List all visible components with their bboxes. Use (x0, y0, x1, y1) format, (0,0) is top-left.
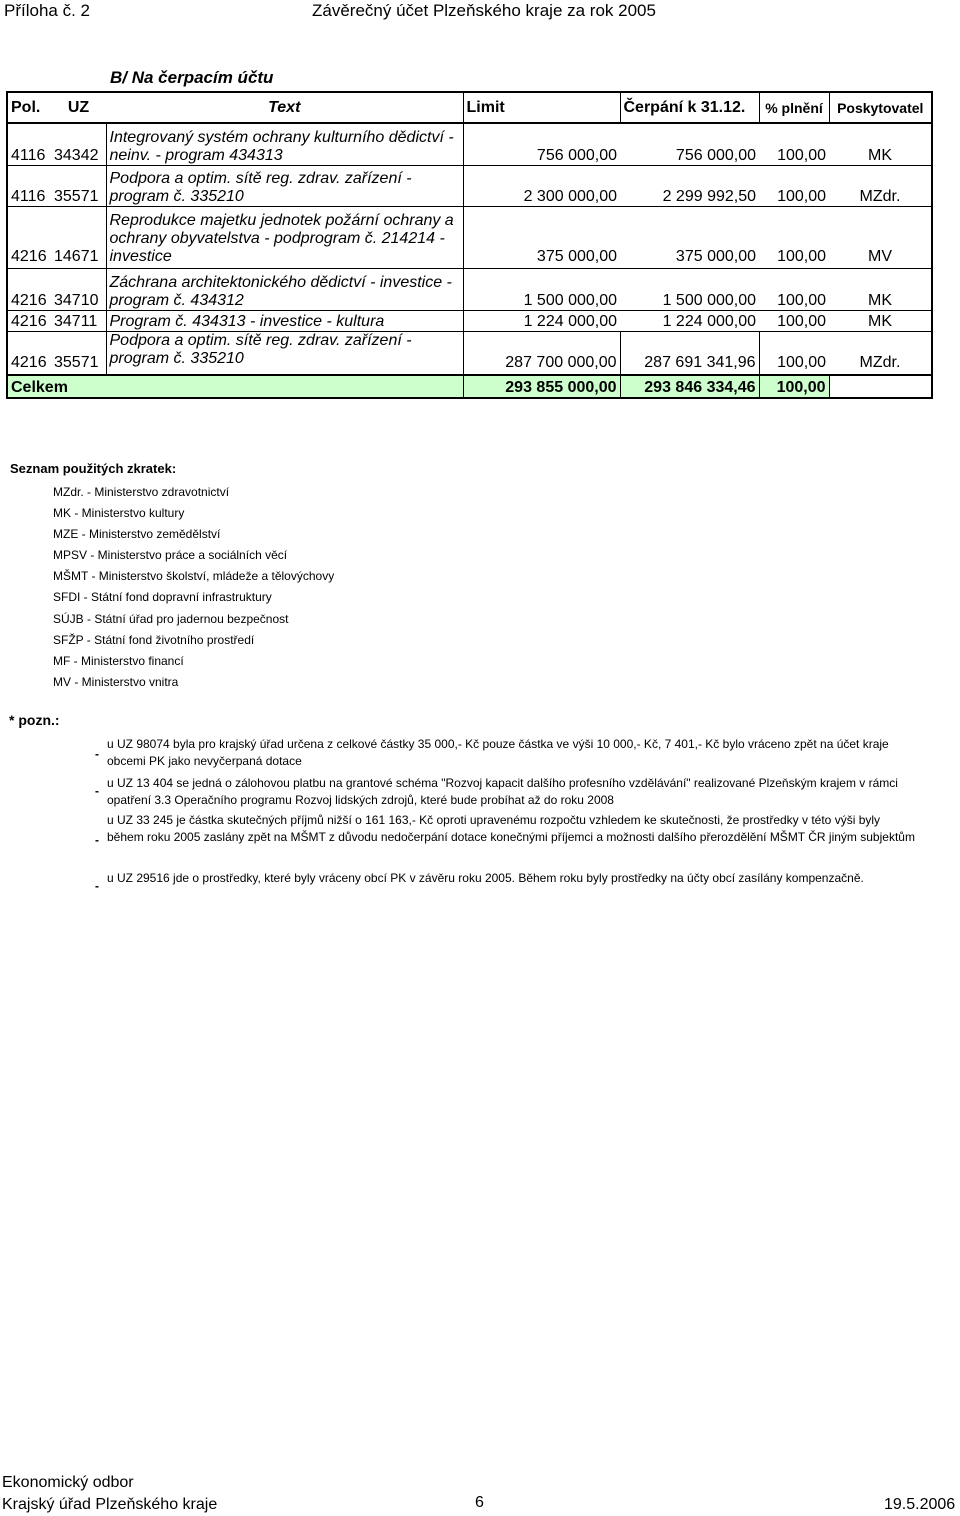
note-text: u UZ 33 245 je částka skutečných příjmů nižší o 161 163,- Kč oproti upravenému rozpočtu vzhledem ke skutečnosti, že prostředky v této výši byly během roku 2005 zaslány zpět na MŠMT z důvodu nedočerpání dotace konečnými příjemci a možnosti dalšího přerozdělění MŠMT ČR jiným subjektům (107, 813, 915, 844)
note-text: u UZ 29516 jde o prostředky, které byly vráceny obcí PK v závěru roku 2005. Během roku byly prostředky na účty obcí zasílány kompenzačně. (107, 871, 864, 885)
cell-limit: 756 000,00 (536, 146, 617, 164)
cell-pol: 4216 (7, 268, 51, 310)
note-dash: - (95, 879, 99, 893)
cell-uz: 14671 (51, 206, 106, 268)
cell-cerpani: 287 691 341,96 (620, 331, 759, 375)
cell-plneni: 100,00 (759, 310, 829, 331)
cell-pol: 4216 (7, 310, 51, 331)
cell-cerpani: 1 500 000,00 (620, 268, 759, 310)
note-dash: - (95, 784, 99, 798)
total-row (7, 375, 932, 398)
col-header-limit: Limit (463, 92, 620, 123)
col-header-plneni: % plnění (759, 92, 829, 123)
col-header-poskytovatel: Poskytovatel (829, 92, 932, 123)
abbreviations-list (53, 482, 334, 693)
total-empty (829, 375, 932, 398)
note-item (95, 736, 915, 770)
note-text: u UZ 13 404 se jedná o zálohovou platbu na grantové schéma "Rozvoj kapacit dalšího profesního vzdělávání" realizované Plzeňským krajem v rámci opatření 3.3 Operačního programu Rozvoj lidských zdrojů, které bude probíhat až do roku 2008 (107, 776, 898, 807)
table-row (7, 268, 932, 310)
table-row (7, 331, 932, 375)
section-title: B/ Na čerpacím účtu (110, 68, 274, 87)
col-header-text: Text (106, 92, 463, 123)
cell-text: Integrovaný systém ochrany kulturního dědictví - neinv. - program 434313 (106, 123, 463, 165)
cell-text: Podpora a optim. sítě reg. zdrav. zařízení - program č. 335210 (106, 165, 463, 206)
cell-cerpani: 1 224 000,00 (620, 310, 759, 331)
total-limit: 293 855 000,00 (463, 375, 620, 398)
cell-uz: 35571 (51, 331, 106, 375)
abbreviation-item: SFŽP - Státní fond životního prostředí (53, 632, 255, 647)
note-dash: - (95, 833, 99, 847)
abbreviation-item: MF - Ministerstvo financí (53, 653, 184, 668)
cell-poskytovatel: MZdr. (829, 331, 932, 375)
abbreviation-item: MK - Ministerstvo kultury (53, 506, 185, 521)
cell-plneni: 100,00 (759, 331, 829, 375)
abbreviations-title: Seznam použitých zkratek: (10, 461, 177, 476)
col-header-uz: UZ (51, 92, 106, 123)
abbreviation-item: SÚJB - Státní úřad pro jadernou bezpečnost (53, 611, 289, 626)
cell-limit: 375 000,00 (463, 206, 620, 268)
notes-label: * pozn.: (9, 712, 60, 728)
abbreviation-item: MŠMT - Ministerstvo školství, mládeže a tělovýchovy (53, 569, 335, 584)
abbreviation-item: MPSV - Ministerstvo práce a sociálních věcí (53, 548, 288, 563)
abbreviation-item: MZE - Ministerstvo zemědělství (53, 527, 221, 542)
footer-date: 19.5.2006 (884, 1496, 956, 1513)
cell-pol: 4216 (7, 206, 51, 268)
cell-limit: 1 224 000,00 (463, 310, 620, 331)
table-header-row (7, 92, 932, 123)
page-number: 6 (475, 1494, 484, 1511)
col-header-pol: Pol. (7, 92, 51, 123)
budget-table (6, 91, 933, 399)
cell-poskytovatel: MK (829, 310, 932, 331)
total-plneni: 100,00 (759, 375, 829, 398)
note-text: u UZ 98074 byla pro krajský úřad určena z celkové částky 35 000,- Kč pouze částka ve výši 10 000,- Kč, 7 401,- Kč bylo vráceno zpět na účet kraje obcemi PK jako nevyčerpaná dotace (107, 737, 889, 768)
cell-plneni: 100,00 (759, 165, 829, 206)
cell-text: Podpora a optim. sítě reg. zdrav. zařízení - program č. 335210 (106, 331, 463, 375)
table-row (7, 165, 932, 206)
cell-pol: 4116 (11, 146, 46, 164)
table-row (7, 310, 932, 331)
cell-plneni: 100,00 (759, 206, 829, 268)
cell-pol: 4216 (7, 331, 51, 375)
cell-text: Záchrana architektonického dědictví - investice - program č. 434312 (106, 268, 463, 310)
header-left: Příloha č. 2 (4, 1, 90, 20)
cell-pol: 4116 (7, 165, 51, 206)
cell-limit: 2 300 000,00 (463, 165, 620, 206)
table-row (7, 206, 932, 268)
cell-text: Reprodukce majetku jednotek požární ochrany a ochrany obyvatelstva - podprogram č. 214214 - investice (106, 206, 463, 268)
cell-plneni: 100,00 (759, 268, 829, 310)
cell-poskytovatel: MV (829, 206, 932, 268)
cell-cerpani: 756 000,00 (675, 146, 756, 164)
cell-limit: 287 700 000,00 (463, 331, 620, 375)
cell-cerpani: 375 000,00 (620, 206, 759, 268)
abbreviation-item: SFDI - Státní fond dopravní infrastruktury (53, 590, 272, 605)
cell-poskytovatel: MK (829, 268, 932, 310)
cell-text: Program č. 434313 - investice - kultura (106, 310, 463, 331)
cell-uz: 35571 (51, 165, 106, 206)
cell-poskytovatel: MZdr. (829, 165, 932, 206)
total-cerpani: 293 846 334,46 (620, 375, 759, 398)
note-item (95, 870, 915, 893)
abbreviation-item: MV - Ministerstvo vnitra (53, 674, 179, 689)
note-dash: - (95, 747, 99, 761)
cell-plneni: 100,00 (777, 146, 826, 164)
cell-uz: 34342 (51, 123, 106, 165)
cell-cerpani: 2 299 992,50 (620, 165, 759, 206)
total-label: Celkem (7, 375, 463, 398)
cell-uz: 34711 (51, 310, 106, 331)
note-item (95, 775, 915, 809)
cell-poskytovatel: MK (868, 146, 892, 164)
footer-department: Ekonomický odbor (2, 1474, 134, 1491)
header-title: Závěrečný účet Plzeňského kraje za rok 2005 (312, 1, 656, 20)
abbreviation-item: MZdr. - Ministerstvo zdravotnictví (53, 485, 230, 499)
note-item (95, 812, 915, 846)
table-row (7, 123, 932, 165)
footer-office: Krajský úřad Plzeňského kraje (2, 1496, 218, 1513)
col-header-cerpani: Čerpání k 31.12. (620, 92, 759, 123)
cell-uz: 34710 (51, 268, 106, 310)
cell-limit: 1 500 000,00 (463, 268, 620, 310)
